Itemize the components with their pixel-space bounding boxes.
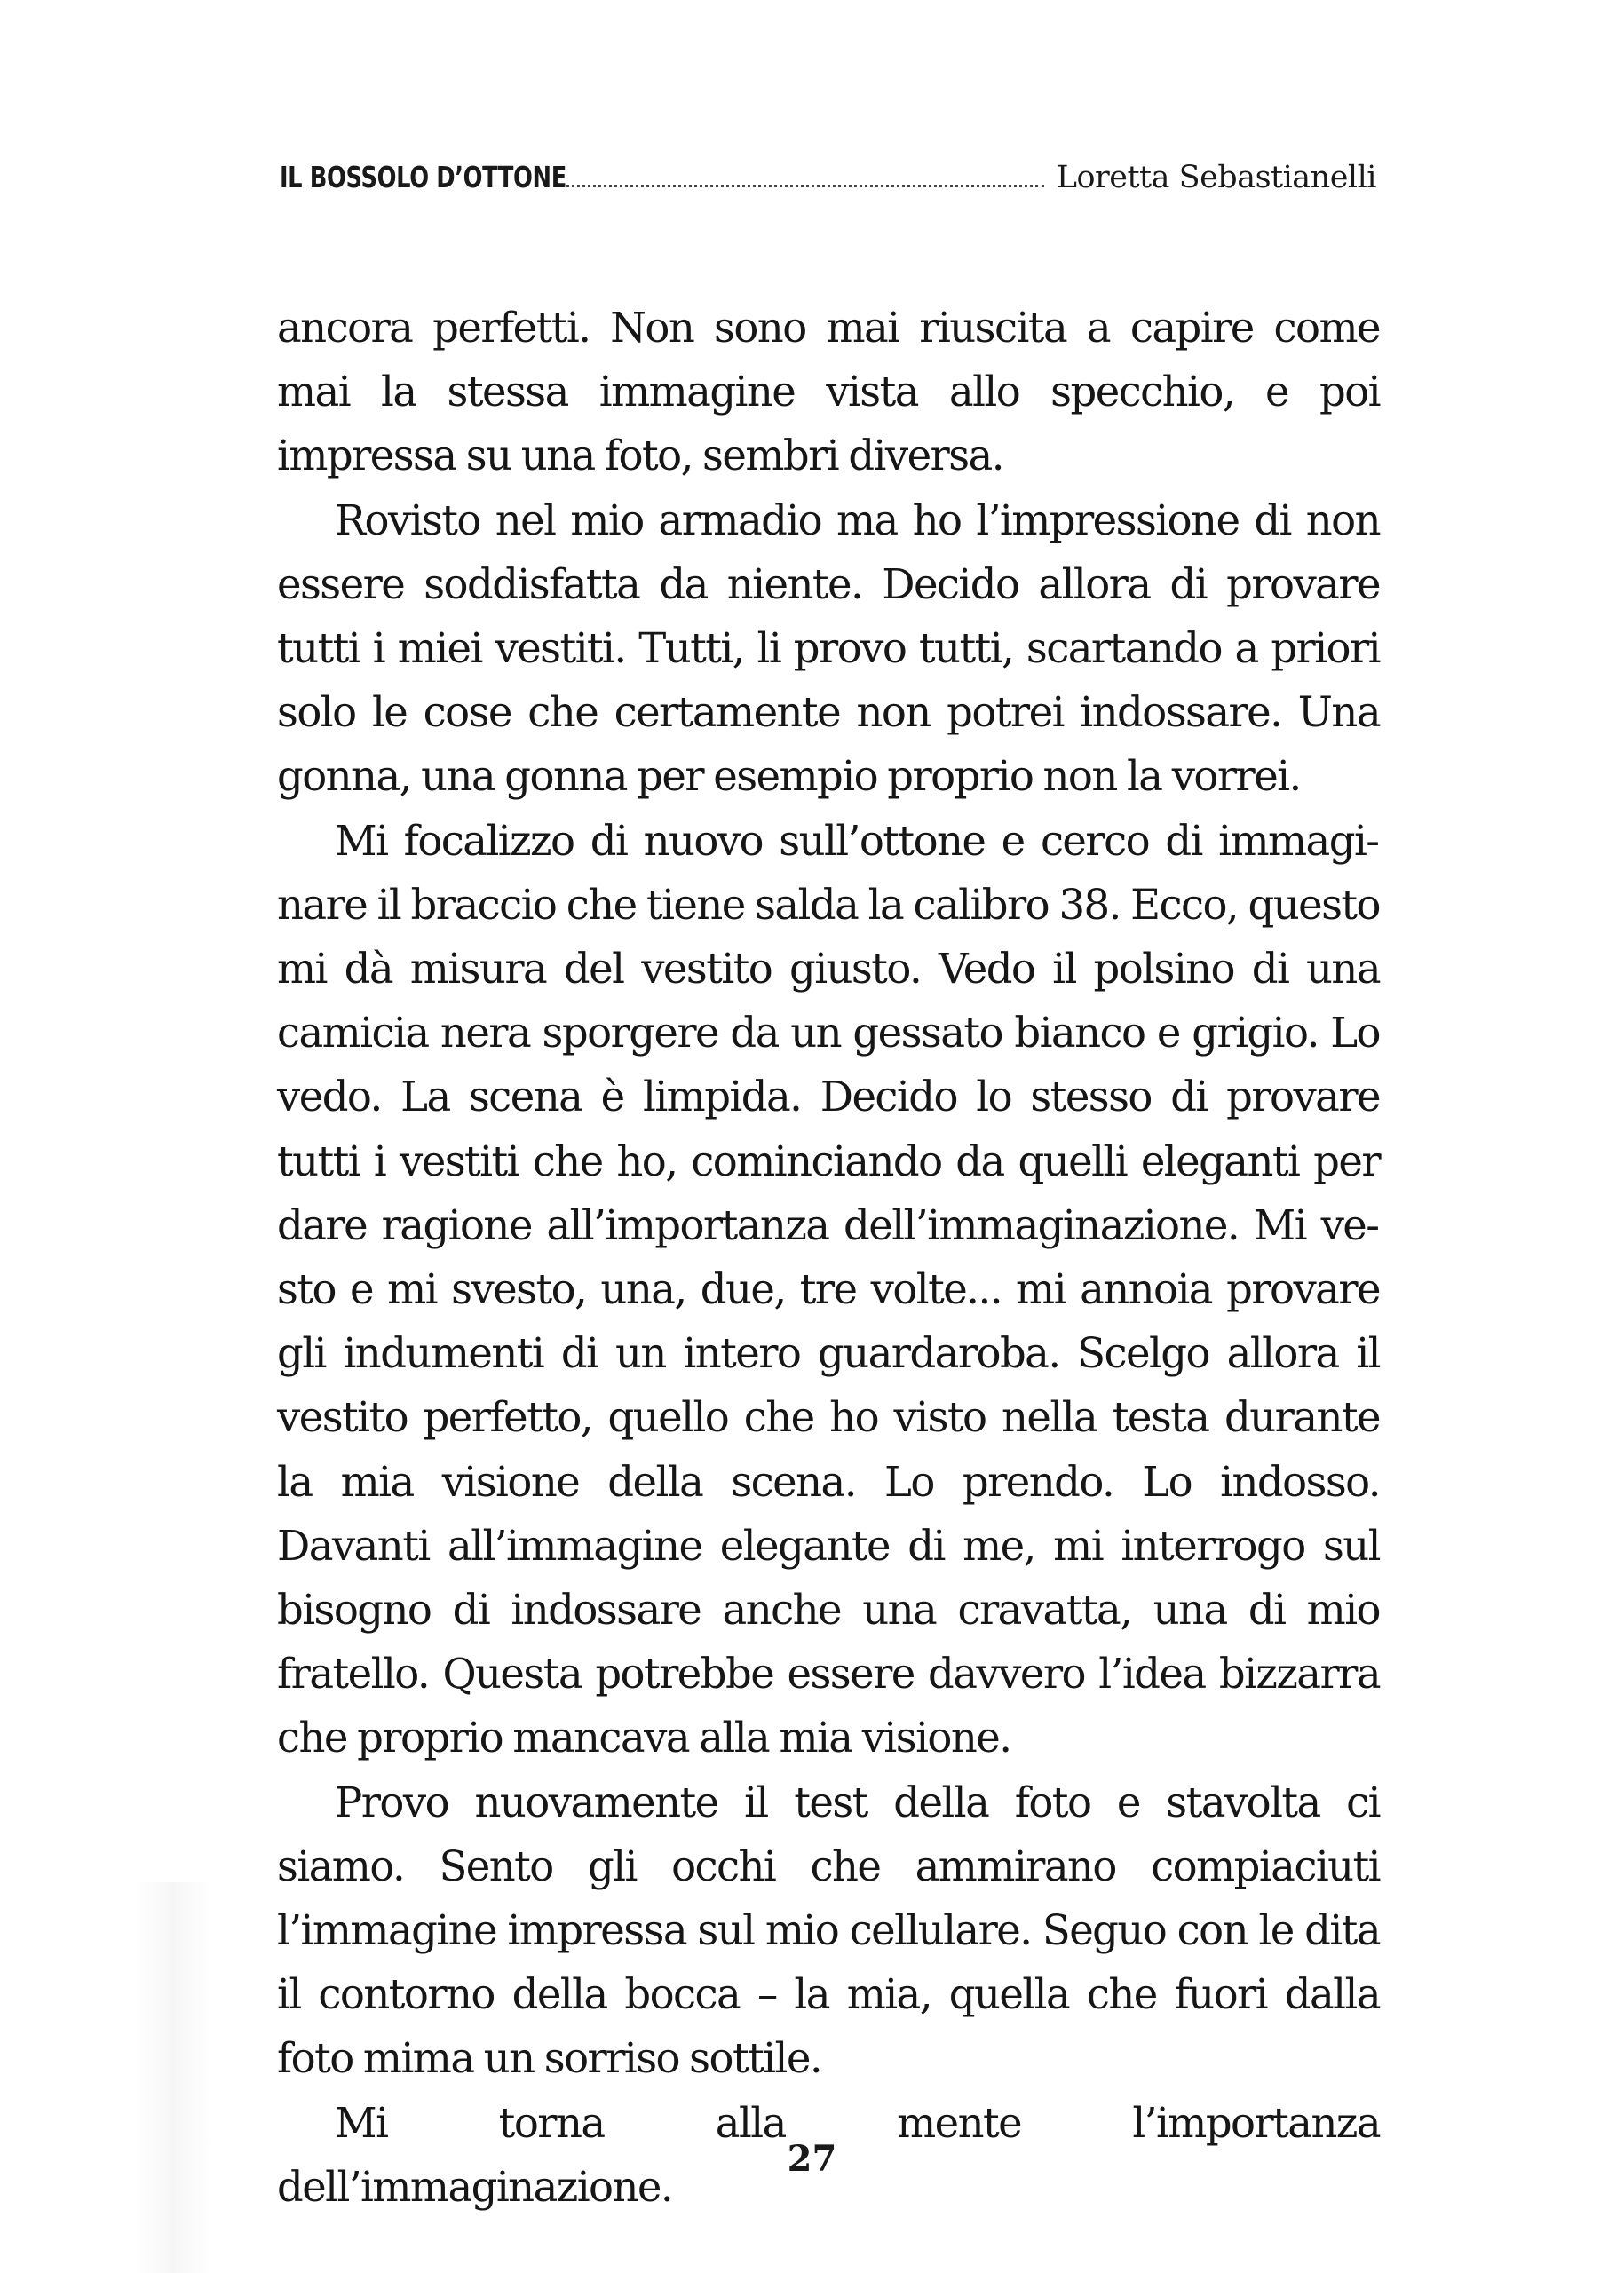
running-header	[280, 160, 1376, 204]
paragraph: Rovisto nel mio armadio ma ho l’impressione di non essere soddisfatta da niente. Decido allora di provare tutti i miei vestiti. Tutti, li provo tutti, scartando a priori solo le cose che certamente non potrei indossare. Una gonna, una gonna per esempio proprio non la vorrei.	[277, 495, 1380, 801]
scan-shadow	[133, 1882, 213, 2273]
paragraph: Provo nuovamente il test della foto e stavolta ci siamo. Sento gli occhi che ammirano compiaciuti l’immagine impressa sul mio cellulare. Seguo con le dita il contorno della bocca – la mia, quella che fuori dalla foto mima un sorriso sottile.	[277, 1778, 1380, 2083]
paragraph: ancora perfetti. Non sono mai riuscita a capire come mai la stessa immagine vista allo specchio, e poi impressa su una foto, sembri diversa.	[277, 304, 1380, 480]
paragraph: Mi focalizzo di nuovo sull’ottone e cerco di immaginare il braccio che tiene salda la calibro 38. Ecco, questo mi dà misura del vestito giusto. Vedo il polsino di una camicia nera sporgere da un gessato bianco e grigio. Lo vedo. La scena è limpida. Decido lo stesso di provare tutti i vestiti che ho, cominciando da quelli eleganti per dare ragione all’importanza dell’immaginazione. Mi vesto e mi svesto, una, due, tre volte... mi annoia provare gli indumenti di un intero guardaroba. Scelgo allora il vestito perfetto, quello che ho visto nella testa durante la mia visione della scena. Lo prendo. Lo indosso. Davanti all’immagine elegante di me, mi interrogo sul bisogno di indossare anche una cravatta, una di mio fratello. Questa potrebbe essere davvero l’idea bizzarra che proprio mancava alla mia visione.	[277, 816, 1380, 1762]
leader-dots	[555, 162, 1044, 187]
page-number: 27	[787, 2138, 837, 2180]
paragraph: Mi torna alla mente l’importanza dell’immaginazione.	[277, 2098, 1380, 2211]
author-name: Loretta Sebastianelli	[1056, 160, 1376, 195]
book-title: IL BOSSOLO D’OTTONE	[280, 160, 566, 194]
body-text	[277, 296, 1380, 2219]
